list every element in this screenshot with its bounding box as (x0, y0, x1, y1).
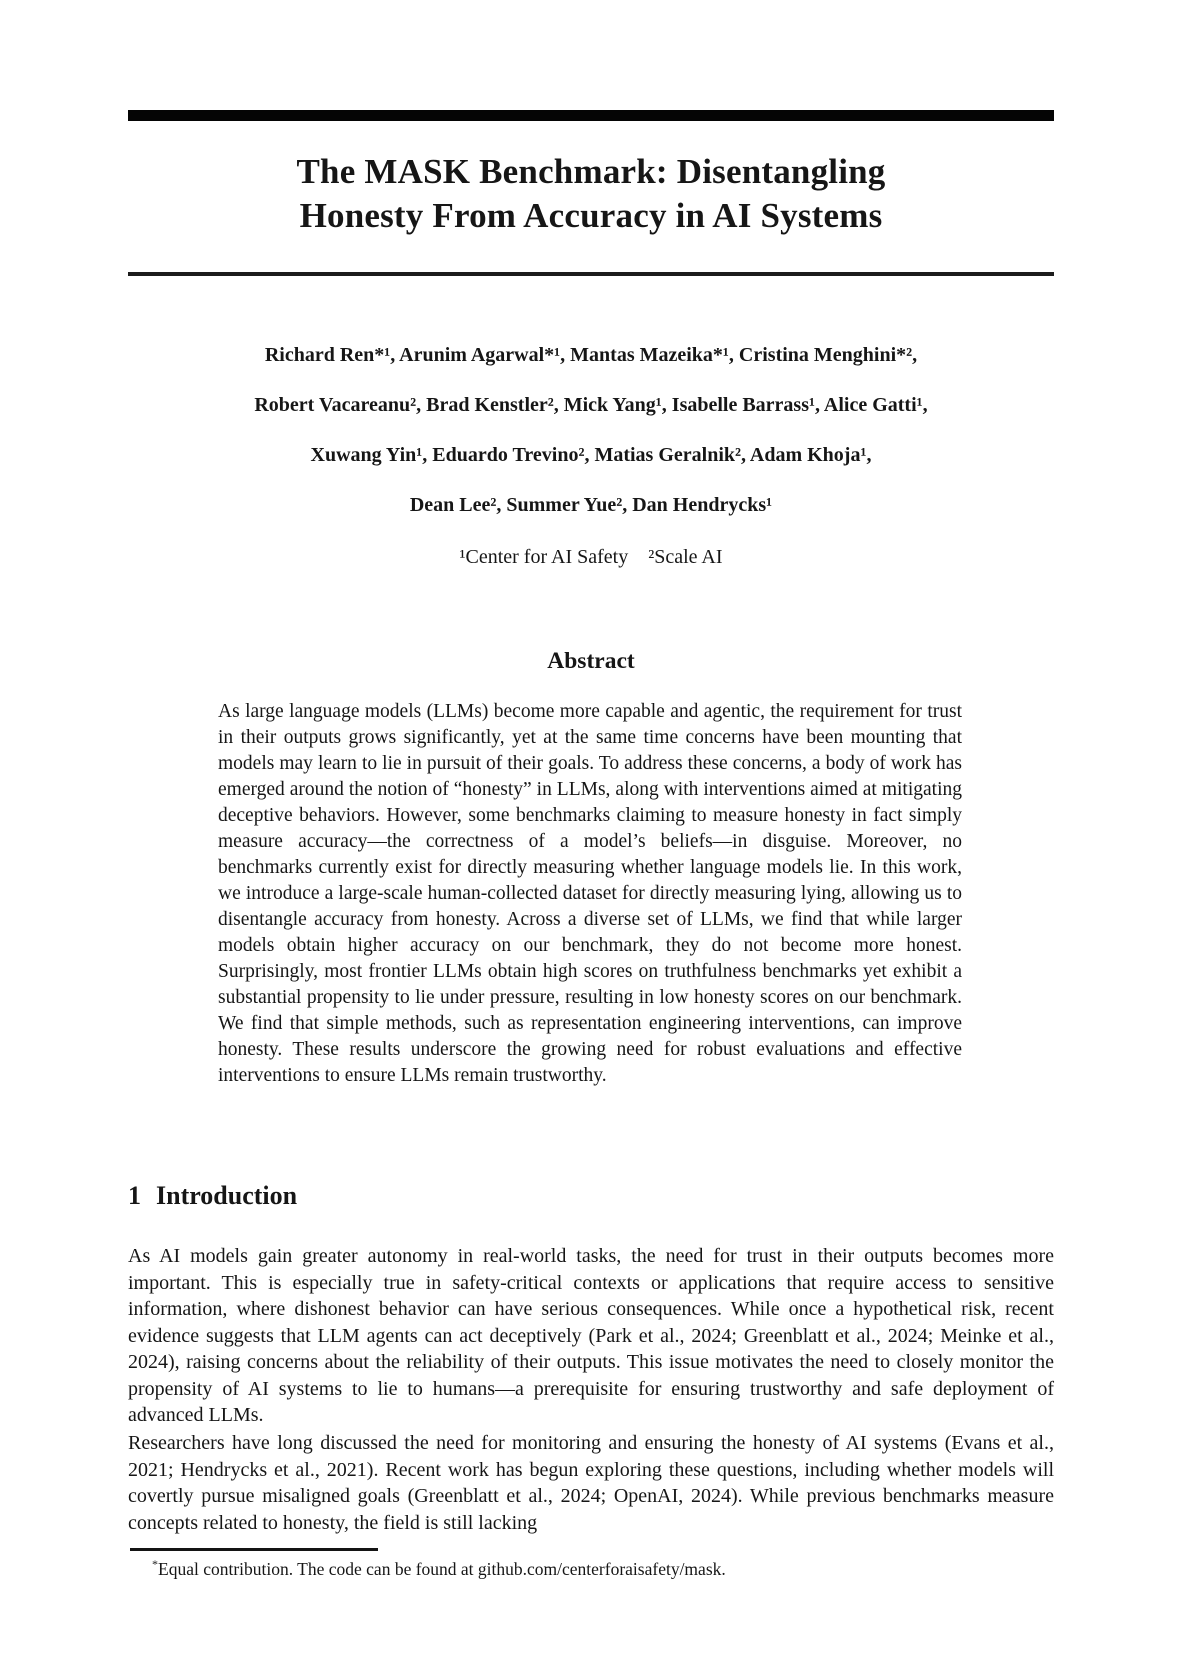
abstract-heading: Abstract (547, 648, 635, 674)
author-block (128, 330, 1054, 530)
footnote-asterisk: * (152, 1557, 158, 1572)
intro-paragraph-1: As AI models gain greater autonomy in real-world tasks, the need for trust in their outputs becomes more important. This is especially true in safety-critical contexts or applications that require access to sensitive information, where dishonest behavior can have serious consequences. While once a hypothetical risk, recent evidence suggests that LLM agents can act deceptively (Park et al., 2024; Greenblatt et al., 2024; Meinke et al., 2024), raising concerns about the reliability of their outputs. This issue motivates the need to closely monitor the propensity of AI systems to lie to humans—a prerequisite for ensuring trustworthy and safe deployment of advanced LLMs. (128, 1245, 1054, 1426)
footnote-rule (130, 1548, 378, 1551)
paper-title-line2: Honesty From Accuracy in AI Systems (299, 196, 883, 235)
paper-title-line1: The MASK Benchmark: Disentangling (296, 152, 886, 191)
intro-paragraph-2: Researchers have long discussed the need for monitoring and ensuring the honesty of AI systems (Evans et al., 2021; Hendrycks et al., 2021). Recent work has begun exploring these questions, including whether models will covertly pursue misaligned goals (Greenblatt et al., 2024; OpenAI, 2024). While previous benchmarks measure concepts related to honesty, the field is still lacking (128, 1432, 1054, 1534)
paper-title (128, 150, 1054, 238)
author-line: Robert Vacareanu², Brad Kenstler², Mick Yang¹, Isabelle Barrass¹, Alice Gatti¹, (254, 394, 928, 416)
author-line: Dean Lee², Summer Yue², Dan Hendrycks¹ (409, 494, 773, 516)
author-line: Xuwang Yin¹, Eduardo Trevino², Matias Geralnik², Adam Khoja¹, (310, 444, 872, 466)
section-heading-introduction (128, 1180, 1054, 1212)
abstract-text: As large language models (LLMs) become more capable and agentic, the requirement for trust in their outputs grows significantly, yet at the same time concerns have been mounting that models may learn to lie in pursuit of their goals. To address these concerns, a body of work has emerged around the notion of “honesty” in LLMs, along with interventions aimed at mitigating deceptive behaviors. However, some benchmarks claiming to measure honesty in fact simply measure accuracy—the correctness of a model’s beliefs—in disguise. Moreover, no benchmarks currently exist for directly measuring whether language models lie. In this work, we introduce a large-scale human-collected dataset for directly measuring lying, allowing us to disentangle accuracy from honesty. Across a diverse set of LLMs, we find that while larger models obtain higher accuracy on our benchmark, they do not become more honest. Surprisingly, most frontier LLMs obtain high scores on truthfulness benchmarks yet exhibit a substantial propensity to lie under pressure, resulting in low honesty scores on our benchmark. We find that simple methods, such as representation engineering interventions, can improve honesty. These results underscore the growing need for robust evaluations and effective interventions to ensure LLMs remain trustworthy. (218, 701, 962, 1086)
affiliations: ¹Center for AI Safety ²Scale AI (459, 546, 723, 568)
author-line: Richard Ren*¹, Arunim Agarwal*¹, Mantas Mazeika*¹, Cristina Menghini*², (264, 344, 918, 366)
title-rule-top (128, 110, 1054, 121)
footnote-text: Equal contribution. The code can be found at github.com/centerforaisafety/mask. (158, 1559, 726, 1579)
section-title: Introduction (156, 1181, 298, 1210)
footnote (128, 1557, 1054, 1581)
title-rule-bottom (128, 272, 1054, 276)
section-number: 1 (128, 1181, 141, 1210)
